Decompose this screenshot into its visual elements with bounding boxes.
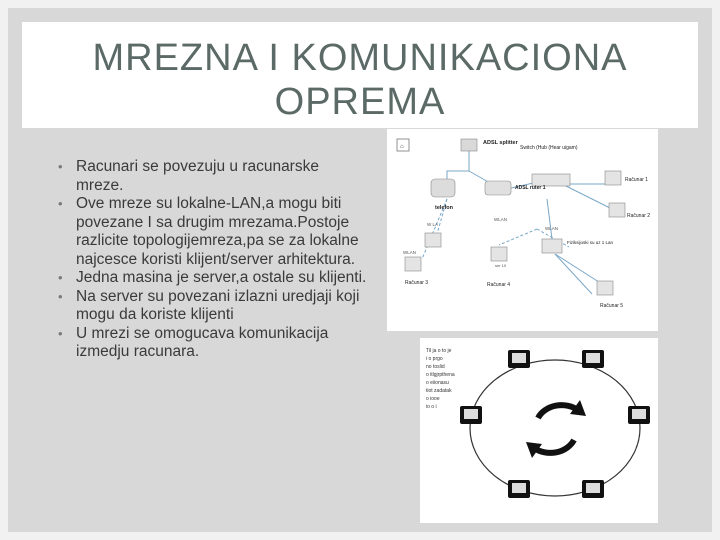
computer-icon	[491, 247, 507, 261]
svg-text:⌂: ⌂	[400, 144, 404, 150]
bullet-item: • U mrezi se omogucava komunikacija izmedju racunara.	[58, 325, 368, 362]
svg-text:i o prgo: i o prgo	[426, 356, 443, 362]
switch-label: Switch (Hub (Hear uigam)	[520, 145, 578, 151]
router-label: ADSL ruter 1	[515, 185, 546, 191]
svg-text:tiot zadatak: tiot zadatak	[426, 388, 452, 394]
svg-text:Til ja o to je: Til ja o to je	[426, 348, 452, 354]
pc5-label: Računar 5	[600, 303, 624, 309]
ring-diagram-svg	[420, 338, 658, 523]
svg-text:o iooe: o iooe	[426, 396, 440, 402]
pc1-label: Računar 1	[625, 177, 649, 183]
wlan-label: WLAN	[403, 250, 417, 255]
bullet-item: • Racunari se povezuju u racunarske mreze.	[58, 158, 368, 195]
svg-text:o itlgjrpthena: o itlgjrpthena	[426, 372, 455, 378]
telephone-icon	[431, 179, 455, 197]
pc4-label: Računar 4	[487, 282, 511, 288]
network-diagram-image	[387, 129, 658, 331]
router-icon	[485, 181, 511, 195]
ring-diagram-image	[420, 338, 658, 523]
telefon-label: telefon	[435, 205, 454, 211]
wlan-label: W LA	[427, 222, 439, 227]
splitter-label: ADSL splitter	[483, 140, 518, 146]
svg-text:o eiionasu: o eiionasu	[426, 380, 449, 386]
computer-icon	[605, 171, 621, 185]
computer-icon	[425, 233, 441, 247]
svg-text:io o i: io o i	[426, 404, 437, 410]
bullet-item: • Jedna masina je server,a ostale su klijenti.	[58, 269, 368, 288]
computer-icon	[405, 257, 421, 271]
printer-icon	[542, 239, 562, 253]
title-box	[22, 22, 698, 128]
wlan-label: WLAN	[494, 217, 508, 222]
bullet-list	[58, 158, 368, 362]
printer-label: Fiziksijoski su uz 1 Lan	[567, 240, 614, 245]
splitter-icon	[461, 139, 477, 151]
pc3-label: Računar 3	[405, 280, 429, 286]
svg-text:no toslid: no toslid	[426, 364, 445, 370]
computer-icon	[609, 203, 625, 217]
bullet-item: • Na server su povezani izlazni uredjaji koji mogu da koriste klijenti	[58, 288, 368, 325]
computer-icon	[597, 281, 613, 295]
slide-title: MREZNA I KOMUNIKACIONA OPREMA	[92, 37, 628, 123]
small-label: ser 10	[495, 263, 507, 268]
wlan-label: WLAN	[545, 226, 559, 231]
network-diagram-svg	[387, 129, 658, 331]
bullet-item: • Ove mreze su lokalne-LAN,a mogu biti povezane I sa drugim mrezama.Postoje razlicite topologijemreza,pa se za lokalne najcesce koristi klijent/server arhitektura.	[58, 195, 368, 269]
pc2-label: Računar 2	[627, 213, 651, 219]
